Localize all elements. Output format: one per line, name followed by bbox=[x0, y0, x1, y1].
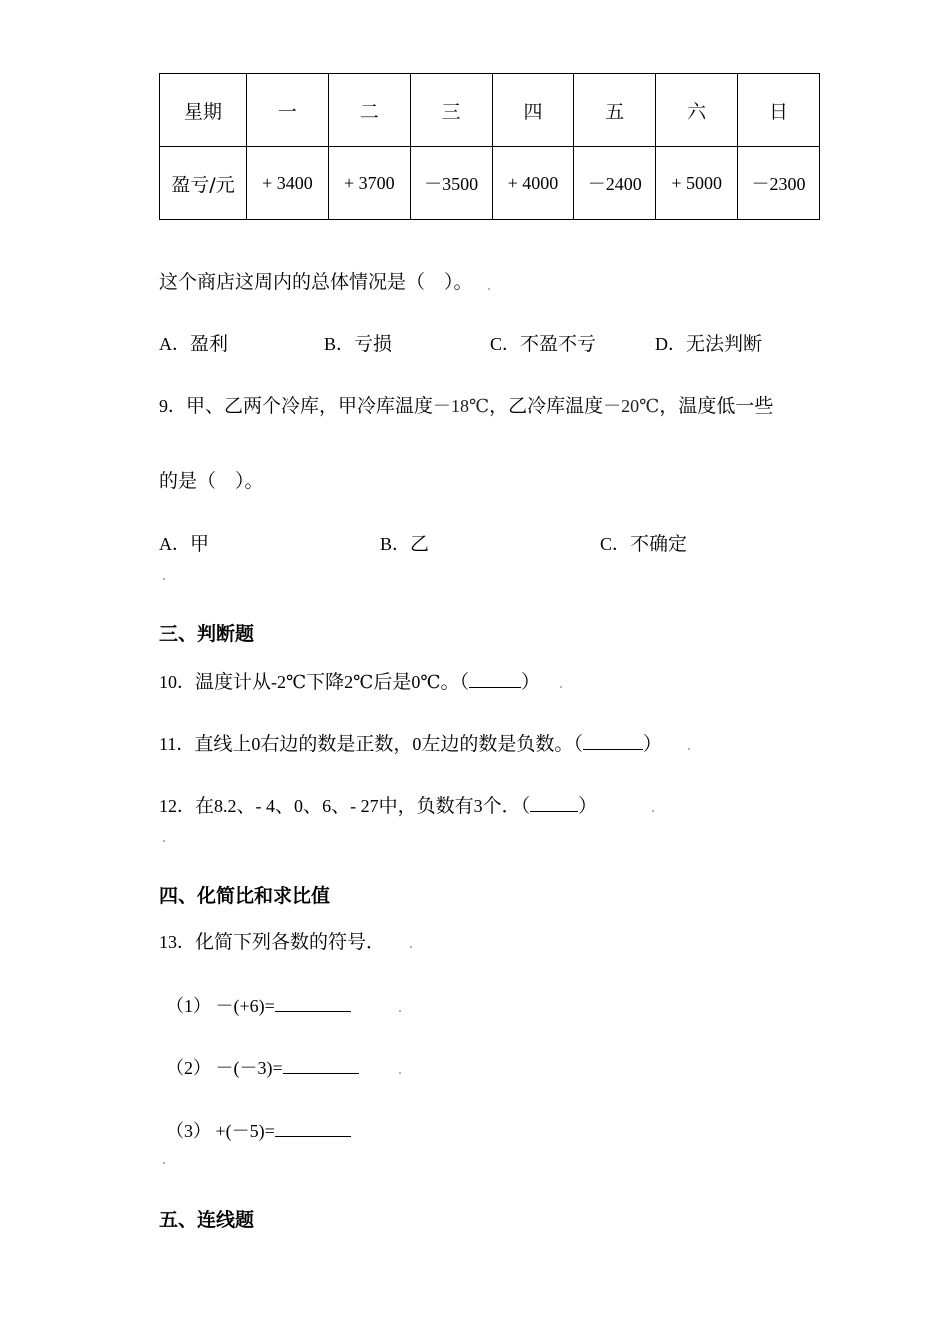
table-row bbox=[160, 147, 820, 220]
table-cell: 三 bbox=[410, 74, 492, 147]
q9-option-b[interactable]: B．乙 bbox=[380, 533, 430, 555]
q8-option-c[interactable]: C．不盈不亏 bbox=[490, 333, 597, 355]
table-row bbox=[160, 74, 820, 147]
q13-item-1: （1） －(+6)= bbox=[166, 993, 351, 1018]
q9-stem-line1: 9．甲、乙两个冷库，甲冷库温度－18℃，乙冷库温度－20℃，温度低一些 bbox=[159, 395, 774, 417]
table-cell: + 3700 bbox=[328, 147, 410, 220]
answer-blank[interactable] bbox=[530, 793, 578, 812]
table-cell: + 5000 bbox=[656, 147, 738, 220]
table-header-profit: 盈亏/元 bbox=[160, 147, 247, 220]
q13-stem: 13．化简下列各数的符号． bbox=[159, 931, 386, 953]
q8-option-a[interactable]: A．盈利 bbox=[159, 333, 229, 355]
table-cell: －2300 bbox=[738, 147, 820, 220]
table-cell: 一 bbox=[247, 74, 329, 147]
q13-item-3: （3） +(－5)= bbox=[166, 1118, 351, 1143]
table-cell: 二 bbox=[328, 74, 410, 147]
q10: 10．温度计从-2℃下降2℃后是0℃。（ ） bbox=[159, 671, 540, 693]
profit-table bbox=[159, 73, 820, 220]
q9-option-c[interactable]: C．不确定 bbox=[600, 533, 688, 555]
answer-blank[interactable] bbox=[275, 1118, 351, 1137]
q9-stem-line2: 的是（ ）。 bbox=[159, 470, 264, 492]
section4-title: 四、化简比和求比值 bbox=[159, 885, 331, 907]
answer-blank[interactable] bbox=[283, 1055, 359, 1074]
table-header-weekday: 星期 bbox=[160, 74, 247, 147]
table-cell: 日 bbox=[738, 74, 820, 147]
section3-title: 三、判断题 bbox=[159, 623, 255, 645]
table-cell: －3500 bbox=[410, 147, 492, 220]
q11: 11．直线上0右边的数是正数，0左边的数是负数。（ ） bbox=[159, 733, 662, 755]
q8-option-d[interactable]: D．无法判断 bbox=[655, 333, 763, 355]
answer-blank[interactable] bbox=[469, 669, 521, 688]
table-cell: + 4000 bbox=[492, 147, 574, 220]
q13-item-2: （2） －(－3)= bbox=[166, 1055, 359, 1080]
answer-blank[interactable] bbox=[583, 731, 643, 750]
table-cell: + 3400 bbox=[247, 147, 329, 220]
table-cell: －2400 bbox=[574, 147, 656, 220]
table-cell: 六 bbox=[656, 74, 738, 147]
section5-title: 五、连线题 bbox=[159, 1209, 255, 1231]
q12: 12．在8.2、- 4、0、6、- 27中，负数有3个．（ ） bbox=[159, 795, 598, 817]
q8-option-b[interactable]: B．亏损 bbox=[324, 333, 393, 355]
table-cell: 五 bbox=[574, 74, 656, 147]
table-cell: 四 bbox=[492, 74, 574, 147]
q8-stem: 这个商店这周内的总体情况是（ ）。 bbox=[159, 271, 473, 293]
answer-blank[interactable] bbox=[275, 993, 351, 1012]
q9-option-a[interactable]: A．甲 bbox=[159, 533, 210, 555]
